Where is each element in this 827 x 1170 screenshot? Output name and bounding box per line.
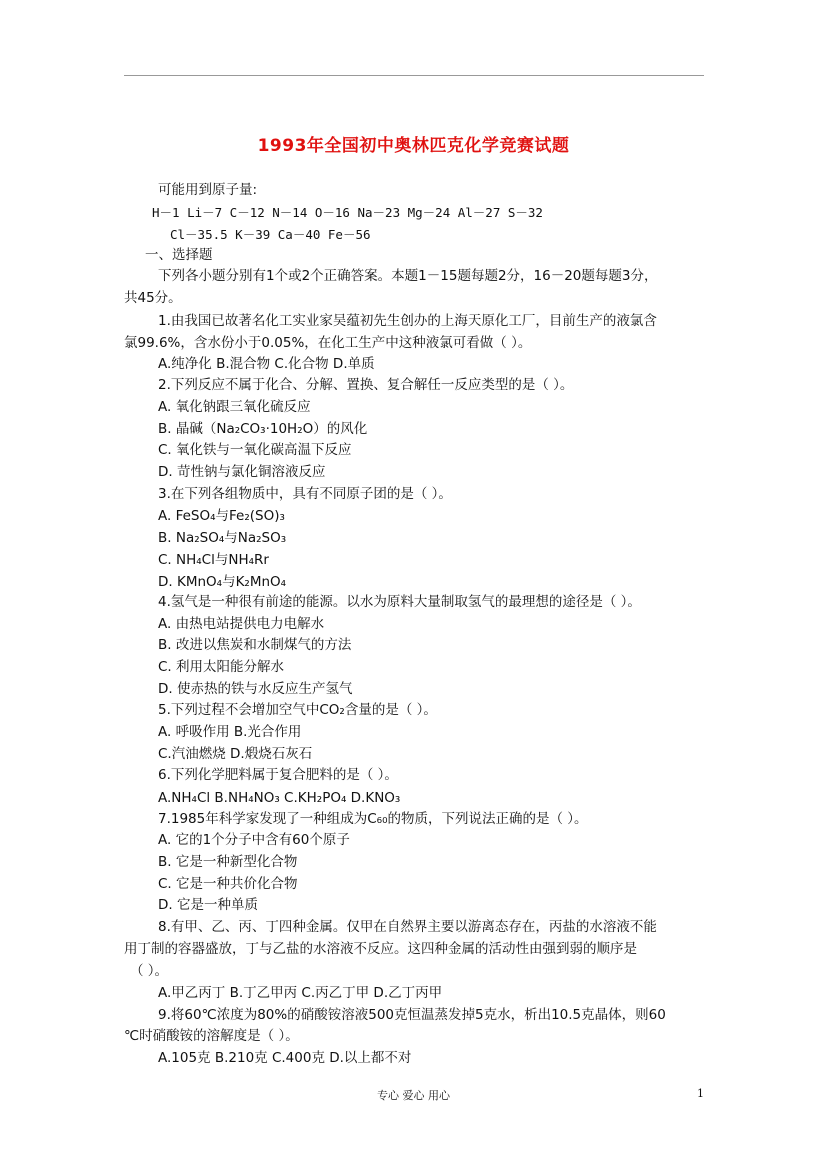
text-line: D. 它是一种单质 (158, 897, 258, 913)
text-line: 3.在下列各组物质中，具有不同原子团的是（ ）。 (158, 486, 452, 502)
text-line: C. 氧化铁与一氧化碳高温下反应 (158, 442, 352, 458)
text-line: A.纯净化 B.混合物 C.化合物 D.单质 (158, 356, 375, 372)
text-line: C. 它是一种共价化合物 (158, 876, 298, 892)
text-line: 用丁制的容器盛放，丁与乙盐的水溶液不反应。这四种金属的活动性由强到弱的顺序是 (124, 941, 637, 957)
text-line: A. 呼吸作用 B.光合作用 (158, 724, 302, 740)
text-line: 一、选择题 (145, 247, 213, 263)
text-line: C. NH₄Cl与NH₄Rr (158, 552, 269, 568)
text-line: 5.下列过程不会增加空气中CO₂含量的是（ ）。 (158, 702, 437, 718)
text-line: H－1 Li－7 C－12 N－14 O－16 Na－23 Mg－24 Al－27 S－32 (152, 205, 543, 220)
text-line: 下列各小题分别有1个或2个正确答案。本题1－15题每题2分，16－20题每题3分， (158, 268, 658, 284)
text-line: Cl－35.5 K－39 Ca－40 Fe－56 (170, 227, 371, 242)
text-line: B. Na₂SO₄与Na₂SO₃ (158, 530, 287, 546)
text-line: （ ）。 (130, 963, 169, 979)
text-line: 2.下列反应不属于化合、分解、置换、复合解任一反应类型的是（ ）。 (158, 377, 574, 393)
text-line: C. 利用太阳能分解水 (158, 659, 285, 675)
text-line: 4.氢气是一种很有前途的能源。以水为原料大量制取氢气的最理想的途径是（ ）。 (158, 594, 641, 610)
text-line: D. KMnO₄与K₂MnO₄ (158, 574, 287, 590)
text-line: A.NH₄Cl B.NH₄NO₃ C.KH₂PO₄ D.KNO₃ (158, 790, 401, 806)
text-line: A. FeSO₄与Fe₂(SO)₃ (158, 508, 285, 524)
page-footer: 专心 爱心 用心 (377, 1089, 450, 1102)
text-line: B. 晶碱（Na₂CO₃·10H₂O）的风化 (158, 421, 368, 437)
text-line: 共45分。 (124, 290, 182, 306)
text-line: D. 使赤热的铁与水反应生产氢气 (158, 681, 353, 697)
text-line: C.汽油燃烧 D.煅烧石灰石 (158, 746, 313, 762)
text-line: 氯99.6%，含水份小于0.05%，在化工生产中这种液氯可看做（ ）。 (124, 335, 532, 351)
header-rule (124, 75, 704, 76)
text-line: 6.下列化学肥料属于复合肥料的是（ ）。 (158, 767, 398, 783)
document-title: 1993年全国初中奥林匹克化学竞赛试题 (257, 136, 570, 156)
text-line: B. 它是一种新型化合物 (158, 854, 298, 870)
text-line: A. 由热电站提供电力电解水 (158, 616, 325, 632)
text-line: 9.将60℃浓度为80%的硝酸铵溶液500克恒温蒸发掉5克水，析出10.5克晶体，则60 (158, 1007, 666, 1023)
text-line: A. 它的1个分子中含有60个原子 (158, 832, 350, 848)
text-line: A. 氧化钠跟三氧化硫反应 (158, 399, 311, 415)
text-line: A.105克 B.210克 C.400克 D.以上都不对 (158, 1050, 412, 1066)
text-line: 8.有甲、乙、丙、丁四种金属。仅甲在自然界主要以游离态存在，丙盐的水溶液不能 (158, 919, 657, 935)
page-number: 1 (697, 1087, 704, 1100)
text-line: ℃时硝酸铵的溶解度是（ ）。 (124, 1028, 299, 1044)
text-line: 1.由我国已故著名化工实业家吴蕴初先生创办的上海天原化工厂，目前生产的液氯含 (158, 313, 657, 329)
text-line: B. 改进以焦炭和水制煤气的方法 (158, 637, 352, 653)
text-line: D. 苛性钠与氯化铜溶液反应 (158, 464, 326, 480)
text-line: 7.1985年科学家发现了一种组成为C₆₀的物质，下列说法正确的是（ ）。 (158, 811, 588, 827)
text-line: A.甲乙丙丁 B.丁乙甲丙 C.丙乙丁甲 D.乙丁丙甲 (158, 985, 443, 1001)
text-line: 可能用到原子量: (158, 182, 258, 198)
